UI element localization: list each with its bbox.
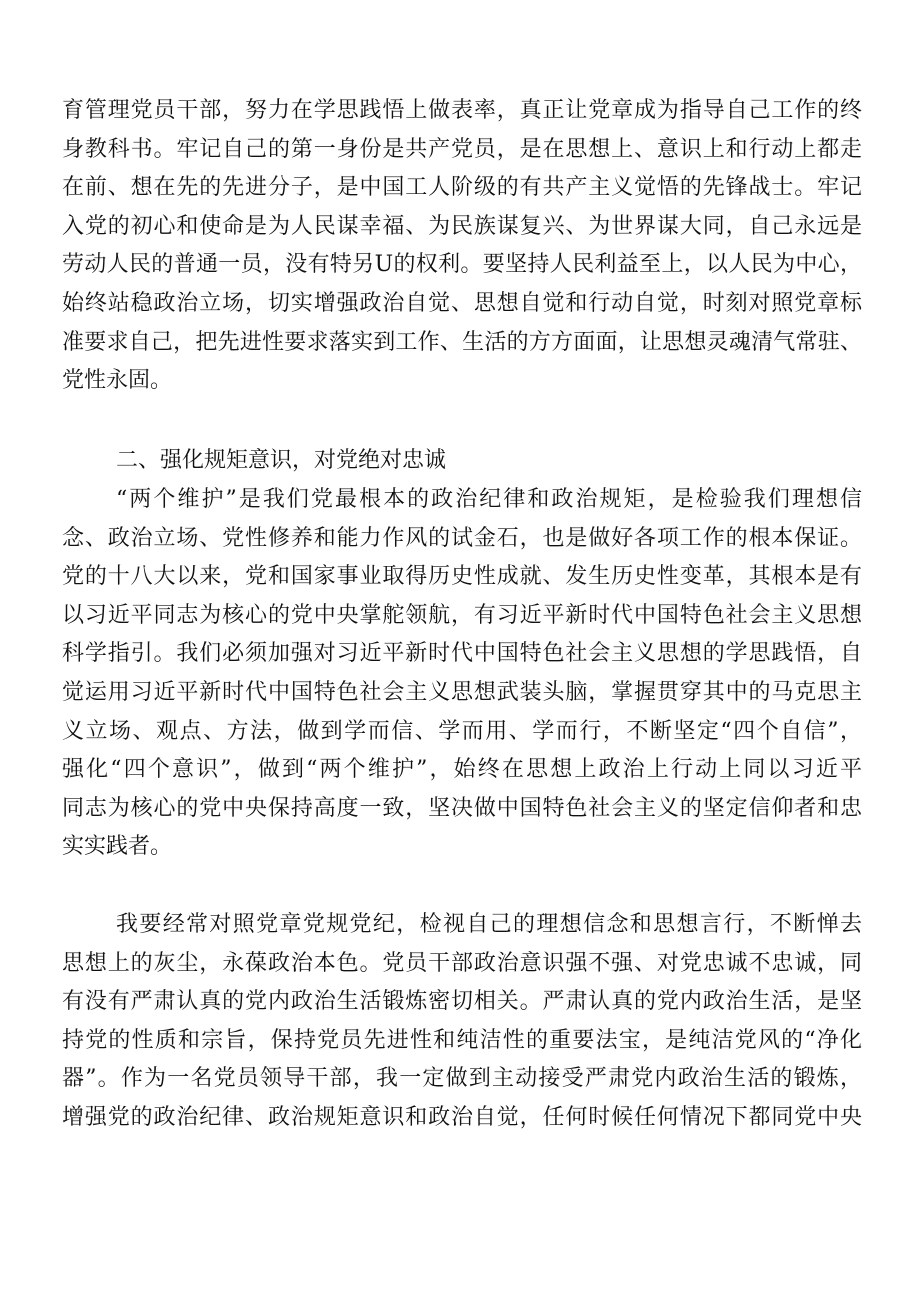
paragraph-2-line: 强化“四个意识”，做到“两个维护”，始终在思想上政治上行动上同以习近平 (62, 757, 862, 783)
paragraph-2-line: 同志为核心的党中央保持高度一致，坚决做中国特色社会主义的坚定信仰者和忠 (62, 795, 862, 821)
paragraph-1-line: 入党的初心和使命是为人民谋幸福、为民族谋复兴、为世界谋大同，自己永远是 (62, 213, 862, 239)
paragraph-3-line: 持党的性质和宗旨，保持党员先进性和纯洁性的重要法宝，是纯洁党风的“净化 (62, 1027, 862, 1053)
paragraph-3-line: 思想上的灰尘，永葆政治本色。党员干部政治意识强不强、对党忠诚不忠诚，同 (62, 950, 862, 976)
section-heading-text: 二、强化规矩意识，对党绝对忠诚 (116, 448, 447, 473)
paragraph-1-line: 党性永固。 (62, 368, 173, 394)
paragraph-3-line: 增强党的政治纪律、政治规矩意识和政治自觉，任何时候任何情况下都同党中央 (62, 1104, 862, 1130)
paragraph-1-line: 育管理党员干部，努力在学思践悟上做表率，真正让党章成为指导自己工作的终 (62, 98, 862, 123)
section-heading-2 (62, 442, 862, 481)
paragraph-2-line: 念、政治立场、党性修养和能力作风的试金石，也是做好各项工作的根本保证。 (62, 525, 862, 551)
paragraph-3 (62, 906, 862, 1138)
paragraph-3-line: 有没有严肃认真的党内政治生活锻炼密切相关。严肃认真的党内政治生活，是坚 (62, 989, 862, 1015)
paragraph-2-line: 科学指引。我们必须加强对习近平新时代中国特色社会主义思想的学思践悟，自 (62, 641, 862, 667)
paragraph-2 (62, 481, 862, 867)
paragraph-1 (62, 92, 862, 401)
paragraph-1-line: 身教科书。牢记自己的第一身份是共产党员，是在思想上、意识上和行动上都走 (62, 136, 862, 162)
paragraph-2-line: “两个维护”是我们党最根本的政治纪律和政治规矩，是检验我们理想信 (116, 487, 862, 512)
paragraph-1-line: 在前、想在先的先进分子，是中国工人阶级的有共产主义觉悟的先锋战士。牢记 (62, 175, 862, 201)
paragraph-2-line: 觉运用习近平新时代中国特色社会主义思想武装头脑，掌握贯穿其中的马克思主 (62, 679, 862, 705)
paragraph-3-line: 我要经常对照党章党规党纪，检视自己的理想信念和思想言行，不断惮去 (116, 912, 862, 937)
paragraph-2-line: 党的十八大以来，党和国家事业取得历史性成就、发生历史性变革，其根本是有 (62, 564, 862, 590)
paragraph-2-line: 实实践者。 (62, 834, 173, 860)
paragraph-2-line: 以习近平同志为核心的党中央掌舵领航，有习近平新时代中国特色社会主义思想 (62, 602, 862, 628)
paragraph-1-line: 劳动人民的普通一员，没有特另U的权利。要坚持人民利益至上，以人民为中心， (62, 252, 862, 278)
paragraph-1-line: 始终站稳政治立场，切实增强政治自觉、思想自觉和行动自觉，时刻对照党章标 (62, 290, 862, 316)
paragraph-1-line: 准要求自己，把先进性要求落实到工作、生活的方方面面，让思想灵魂清气常驻、 (62, 329, 862, 355)
paragraph-2-line: 义立场、观点、方法，做到学而信、学而用、学而行，不断坚定“四个自信”， (62, 718, 862, 744)
paragraph-3-line: 器”。作为一名党员领导干部，我一定做到主动接受严肃党内政治生活的锻炼， (62, 1066, 862, 1092)
